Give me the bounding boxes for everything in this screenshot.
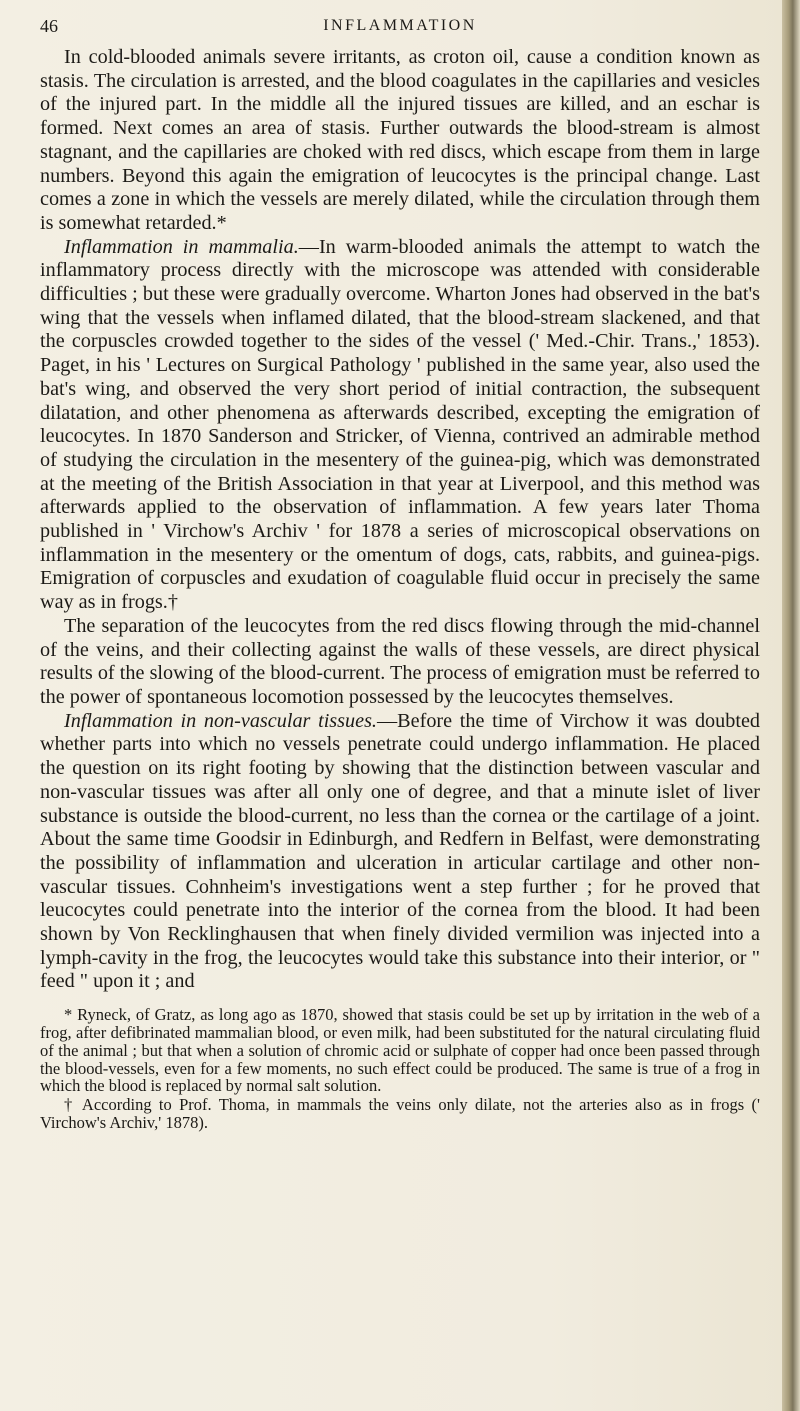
paragraph-separation (40, 615, 760, 710)
page-body (40, 46, 760, 1132)
paragraph-stasis (40, 46, 760, 236)
paragraph-text: In cold-blooded animals severe irritants, as croton oil, cause a condition known as stasis. The circulation is arrested, and the blood coagulates in the capillaries and vesicles of the injured part. In the middle all the injured tissues are killed, and an eschar is formed. Next comes an area of stasis. Further outwards the blood-stream is almost stagnant, and the capillaries are choked with red discs, which escape from them in large numbers. Beyond this again the emigration of leucocytes is the principal change. Last comes a zone in which the vessels are merely dilated, while the circulation through them is somewhat retarded.* (40, 46, 760, 234)
section-heading: Inflammation in non-vascular tissues. (64, 709, 377, 732)
paragraph-non-vascular (40, 710, 760, 994)
paragraph-mammalia (40, 236, 760, 615)
paragraph-text: —In warm-blooded animals the attempt to watch the inflammatory process directly with the microscope was attended with considerable difficulties ; but these were gradually overcome. Wharton Jones had observed in the bat's wing that the vessels when inflamed dilated, that the blood-stream slackened, and that the corpuscles crowded together to the sides of the vessel (' Med.-Chir. Trans.,' 1853). Paget, in his ' Lectures on Surgical Pathology ' published in the same year, also used the bat's wing, and observed the very short period of initial contraction, the subsequent dilatation, and other phenomena as afterwards described, excepting the emigration of leucocytes. In 1870 Sanderson and Stricker, of Vienna, contrived an admirable method of studying the circulation in the mesentery of the guinea-pig, which was demonstrated at the meeting of the British Association in that year at Liverpool, and this method was afterwards applied to the observation of inflammation. A few years later Thoma published in ' Virchow's Archiv ' for 1878 a series of microscopical observations on inflammation in the mesentery or the omentum of dogs, cats, rabbits, and guinea-pigs. Emigration of corpuscles and exudation of coagulable fluid occur in precisely the same way as in frogs.† (40, 235, 760, 614)
paragraph-text: —Before the time of Virchow it was doubted whether parts into which no vessels penetrate could undergo inflammation. He placed the question on its right footing by showing that the distinction between vascular and non-vascular tissues was after all only one of degree, and that a minute islet of liver substance is outside the blood-current, no less than the cornea or the cartilage of a joint. About the same time Goodsir in Edinburgh, and Redfern in Belfast, were demonstrating the possibility of inflammation and ulceration in articular cartilage and other non-vascular tissues. Cohnheim's investigations went a step further ; for he proved that leucocytes could penetrate into the interior of the cornea from the blood. It had been shown by Von Recklinghausen that when finely divided vermilion was injected into a lymph-cavity in the frog, the leucocytes would take this substance into their interior, or " feed " upon it ; and (40, 709, 760, 993)
footnote-dagger: † According to Prof. Thoma, in mammals the veins only dilate, not the arteries also as in frogs (' Virchow's Archiv,' 1878). (40, 1095, 760, 1132)
footnote-asterisk: * Ryneck, of Gratz, as long ago as 1870, showed that stasis could be set up by irritation in the web of a frog, after defibrinated mammalian blood, or even milk, had been substituted for the natural circulating fluid of the animal ; but that when a solution of chromic acid or sulphate of copper had once been passed through the blood-vessels, even for a few moments, no such effect could be produced. The same is true of a frog in which the blood is replaced by normal salt solution. (40, 1005, 760, 1096)
page-header (40, 16, 760, 40)
page-number: 46 (40, 16, 58, 36)
running-head: INFLAMMATION (323, 17, 477, 34)
section-heading: Inflammation in mammalia. (64, 235, 299, 258)
paragraph-text: The separation of the leucocytes from the red discs flowing through the mid-channel of the veins, and their collecting against the walls of these vessels, are direct physical results of the slowing of the blood-current. The process of emigration must be referred to the power of spontaneous locomotion possessed by the leucocytes themselves. (40, 614, 760, 708)
page-binding-edge (782, 0, 800, 1411)
